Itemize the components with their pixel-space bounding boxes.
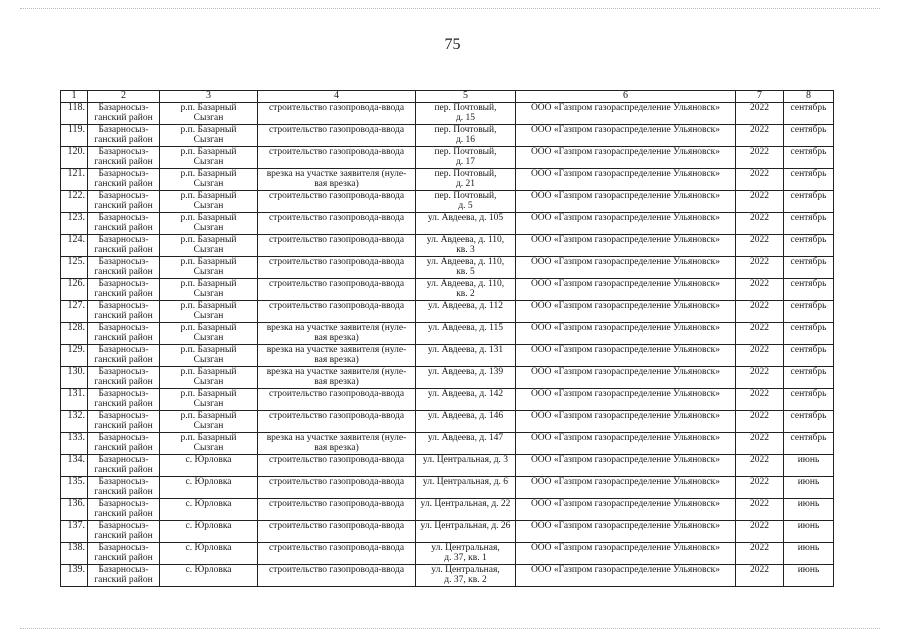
- row-number: 133.: [61, 433, 88, 455]
- page-number: 75: [444, 36, 461, 53]
- year-cell: 2022: [736, 147, 784, 169]
- month-cell: июнь: [784, 565, 834, 587]
- organization-cell: ООО «Газпром газораспределение Ульяновск»: [516, 367, 736, 389]
- district-cell: Базарносыз- ганский район: [88, 455, 160, 477]
- settlement-cell: с. Юрловка: [160, 499, 258, 521]
- table-body: [61, 103, 834, 587]
- settlement-cell: р.п. Базарный Сызган: [160, 411, 258, 433]
- work-type-cell: строительство газопровода-ввода: [258, 565, 416, 587]
- table-row: [61, 433, 834, 455]
- district-cell: Базарносыз- ганский район: [88, 257, 160, 279]
- column-header: 6: [516, 91, 736, 103]
- year-cell: 2022: [736, 565, 784, 587]
- organization-cell: ООО «Газпром газораспределение Ульяновск»: [516, 323, 736, 345]
- month-cell: июнь: [784, 477, 834, 499]
- row-number: 124.: [61, 235, 88, 257]
- table-row: [61, 125, 834, 147]
- work-type-cell: строительство газопровода-ввода: [258, 389, 416, 411]
- year-cell: 2022: [736, 389, 784, 411]
- table-row: [61, 323, 834, 345]
- organization-cell: ООО «Газпром газораспределение Ульяновск»: [516, 125, 736, 147]
- row-number: 125.: [61, 257, 88, 279]
- table-row: [61, 147, 834, 169]
- table-row: [61, 543, 834, 565]
- organization-cell: ООО «Газпром газораспределение Ульяновск»: [516, 477, 736, 499]
- district-cell: Базарносыз- ганский район: [88, 235, 160, 257]
- year-cell: 2022: [736, 213, 784, 235]
- month-cell: сентябрь: [784, 103, 834, 125]
- year-cell: 2022: [736, 433, 784, 455]
- address-cell: ул. Авдеева, д. 105: [416, 213, 516, 235]
- district-cell: Базарносыз- ганский район: [88, 125, 160, 147]
- work-type-cell: строительство газопровода-ввода: [258, 191, 416, 213]
- year-cell: 2022: [736, 411, 784, 433]
- settlement-cell: р.п. Базарный Сызган: [160, 147, 258, 169]
- work-type-cell: врезка на участке заявителя (нуле- вая врезка): [258, 345, 416, 367]
- address-cell: ул. Авдеева, д. 146: [416, 411, 516, 433]
- organization-cell: ООО «Газпром газораспределение Ульяновск»: [516, 279, 736, 301]
- month-cell: сентябрь: [784, 367, 834, 389]
- year-cell: 2022: [736, 103, 784, 125]
- year-cell: 2022: [736, 367, 784, 389]
- organization-cell: ООО «Газпром газораспределение Ульяновск»: [516, 213, 736, 235]
- row-number: 134.: [61, 455, 88, 477]
- registry-table: [60, 90, 834, 587]
- table-row: [61, 411, 834, 433]
- organization-cell: ООО «Газпром газораспределение Ульяновск»: [516, 389, 736, 411]
- row-number: 132.: [61, 411, 88, 433]
- work-type-cell: врезка на участке заявителя (нуле- вая врезка): [258, 367, 416, 389]
- address-cell: ул. Авдеева, д. 110, кв. 3: [416, 235, 516, 257]
- district-cell: Базарносыз- ганский район: [88, 477, 160, 499]
- district-cell: Базарносыз- ганский район: [88, 323, 160, 345]
- address-cell: ул. Авдеева, д. 110, кв. 5: [416, 257, 516, 279]
- address-cell: ул. Центральная, д. 6: [416, 477, 516, 499]
- table-row: [61, 499, 834, 521]
- column-header: 7: [736, 91, 784, 103]
- organization-cell: ООО «Газпром газораспределение Ульяновск»: [516, 103, 736, 125]
- organization-cell: ООО «Газпром газораспределение Ульяновск»: [516, 147, 736, 169]
- year-cell: 2022: [736, 345, 784, 367]
- address-cell: ул. Центральная, д. 22: [416, 499, 516, 521]
- work-type-cell: строительство газопровода-ввода: [258, 301, 416, 323]
- month-cell: июнь: [784, 521, 834, 543]
- row-number: 121.: [61, 169, 88, 191]
- year-cell: 2022: [736, 301, 784, 323]
- year-cell: 2022: [736, 499, 784, 521]
- month-cell: сентябрь: [784, 213, 834, 235]
- work-type-cell: строительство газопровода-ввода: [258, 521, 416, 543]
- address-cell: пер. Почтовый, д. 16: [416, 125, 516, 147]
- table-row: [61, 213, 834, 235]
- settlement-cell: р.п. Базарный Сызган: [160, 433, 258, 455]
- month-cell: июнь: [784, 499, 834, 521]
- district-cell: Базарносыз- ганский район: [88, 103, 160, 125]
- settlement-cell: р.п. Базарный Сызган: [160, 169, 258, 191]
- settlement-cell: р.п. Базарный Сызган: [160, 103, 258, 125]
- settlement-cell: р.п. Базарный Сызган: [160, 279, 258, 301]
- scan-edge-bottom: [20, 628, 880, 630]
- month-cell: сентябрь: [784, 411, 834, 433]
- district-cell: Базарносыз- ганский район: [88, 169, 160, 191]
- month-cell: июнь: [784, 543, 834, 565]
- settlement-cell: р.п. Базарный Сызган: [160, 125, 258, 147]
- settlement-cell: р.п. Базарный Сызган: [160, 235, 258, 257]
- address-cell: ул. Авдеева, д. 139: [416, 367, 516, 389]
- work-type-cell: врезка на участке заявителя (нуле- вая врезка): [258, 433, 416, 455]
- row-number: 126.: [61, 279, 88, 301]
- address-cell: ул. Авдеева, д. 115: [416, 323, 516, 345]
- table-row: [61, 565, 834, 587]
- month-cell: сентябрь: [784, 389, 834, 411]
- year-cell: 2022: [736, 191, 784, 213]
- work-type-cell: строительство газопровода-ввода: [258, 213, 416, 235]
- year-cell: 2022: [736, 125, 784, 147]
- address-cell: ул. Авдеева, д. 110, кв. 2: [416, 279, 516, 301]
- column-header: 3: [160, 91, 258, 103]
- settlement-cell: с. Юрловка: [160, 521, 258, 543]
- settlement-cell: р.п. Базарный Сызган: [160, 191, 258, 213]
- month-cell: сентябрь: [784, 147, 834, 169]
- table-row: [61, 367, 834, 389]
- organization-cell: ООО «Газпром газораспределение Ульяновск»: [516, 411, 736, 433]
- district-cell: Базарносыз- ганский район: [88, 213, 160, 235]
- organization-cell: ООО «Газпром газораспределение Ульяновск»: [516, 169, 736, 191]
- column-header: 4: [258, 91, 416, 103]
- settlement-cell: р.п. Базарный Сызган: [160, 367, 258, 389]
- row-number: 130.: [61, 367, 88, 389]
- table-row: [61, 279, 834, 301]
- row-number: 127.: [61, 301, 88, 323]
- organization-cell: ООО «Газпром газораспределение Ульяновск»: [516, 191, 736, 213]
- address-cell: пер. Почтовый, д. 15: [416, 103, 516, 125]
- district-cell: Базарносыз- ганский район: [88, 367, 160, 389]
- address-cell: пер. Почтовый, д. 5: [416, 191, 516, 213]
- month-cell: сентябрь: [784, 433, 834, 455]
- table-row: [61, 103, 834, 125]
- address-cell: ул. Авдеева, д. 112: [416, 301, 516, 323]
- work-type-cell: строительство газопровода-ввода: [258, 235, 416, 257]
- district-cell: Базарносыз- ганский район: [88, 301, 160, 323]
- district-cell: Базарносыз- ганский район: [88, 433, 160, 455]
- settlement-cell: с. Юрловка: [160, 543, 258, 565]
- organization-cell: ООО «Газпром газораспределение Ульяновск»: [516, 301, 736, 323]
- year-cell: 2022: [736, 235, 784, 257]
- column-header: 5: [416, 91, 516, 103]
- month-cell: сентябрь: [784, 257, 834, 279]
- table-row: [61, 235, 834, 257]
- row-number: 118.: [61, 103, 88, 125]
- month-cell: сентябрь: [784, 169, 834, 191]
- address-cell: ул. Авдеева, д. 142: [416, 389, 516, 411]
- month-cell: сентябрь: [784, 125, 834, 147]
- address-cell: ул. Центральная, д. 37, кв. 1: [416, 543, 516, 565]
- organization-cell: ООО «Газпром газораспределение Ульяновск»: [516, 433, 736, 455]
- row-number: 137.: [61, 521, 88, 543]
- month-cell: сентябрь: [784, 279, 834, 301]
- district-cell: Базарносыз- ганский район: [88, 147, 160, 169]
- district-cell: Базарносыз- ганский район: [88, 543, 160, 565]
- work-type-cell: строительство газопровода-ввода: [258, 279, 416, 301]
- table-row: [61, 301, 834, 323]
- year-cell: 2022: [736, 521, 784, 543]
- organization-cell: ООО «Газпром газораспределение Ульяновск»: [516, 565, 736, 587]
- organization-cell: ООО «Газпром газораспределение Ульяновск»: [516, 543, 736, 565]
- column-header: 2: [88, 91, 160, 103]
- settlement-cell: с. Юрловка: [160, 455, 258, 477]
- district-cell: Базарносыз- ганский район: [88, 345, 160, 367]
- district-cell: Базарносыз- ганский район: [88, 521, 160, 543]
- settlement-cell: р.п. Базарный Сызган: [160, 345, 258, 367]
- table-row: [61, 257, 834, 279]
- year-cell: 2022: [736, 279, 784, 301]
- row-number: 135.: [61, 477, 88, 499]
- row-number: 120.: [61, 147, 88, 169]
- month-cell: сентябрь: [784, 323, 834, 345]
- work-type-cell: врезка на участке заявителя (нуле- вая врезка): [258, 323, 416, 345]
- row-number: 122.: [61, 191, 88, 213]
- address-cell: пер. Почтовый, д. 21: [416, 169, 516, 191]
- month-cell: сентябрь: [784, 345, 834, 367]
- row-number: 123.: [61, 213, 88, 235]
- scan-edge-top: [20, 8, 880, 10]
- row-number: 131.: [61, 389, 88, 411]
- header-row: [61, 91, 834, 103]
- row-number: 128.: [61, 323, 88, 345]
- month-cell: июнь: [784, 455, 834, 477]
- work-type-cell: строительство газопровода-ввода: [258, 125, 416, 147]
- work-type-cell: строительство газопровода-ввода: [258, 499, 416, 521]
- address-cell: ул. Авдеева, д. 147: [416, 433, 516, 455]
- settlement-cell: р.п. Базарный Сызган: [160, 213, 258, 235]
- organization-cell: ООО «Газпром газораспределение Ульяновск»: [516, 455, 736, 477]
- column-header: 1: [61, 91, 88, 103]
- settlement-cell: с. Юрловка: [160, 565, 258, 587]
- settlement-cell: р.п. Базарный Сызган: [160, 301, 258, 323]
- address-cell: ул. Авдеева, д. 131: [416, 345, 516, 367]
- row-number: 129.: [61, 345, 88, 367]
- district-cell: Базарносыз- ганский район: [88, 279, 160, 301]
- settlement-cell: с. Юрловка: [160, 477, 258, 499]
- district-cell: Базарносыз- ганский район: [88, 411, 160, 433]
- month-cell: сентябрь: [784, 301, 834, 323]
- year-cell: 2022: [736, 477, 784, 499]
- table-row: [61, 345, 834, 367]
- row-number: 119.: [61, 125, 88, 147]
- organization-cell: ООО «Газпром газораспределение Ульяновск»: [516, 521, 736, 543]
- table-row: [61, 455, 834, 477]
- address-cell: ул. Центральная, д. 37, кв. 2: [416, 565, 516, 587]
- work-type-cell: строительство газопровода-ввода: [258, 147, 416, 169]
- year-cell: 2022: [736, 543, 784, 565]
- row-number: 139.: [61, 565, 88, 587]
- district-cell: Базарносыз- ганский район: [88, 565, 160, 587]
- work-type-cell: строительство газопровода-ввода: [258, 455, 416, 477]
- work-type-cell: строительство газопровода-ввода: [258, 477, 416, 499]
- district-cell: Базарносыз- ганский район: [88, 389, 160, 411]
- work-type-cell: строительство газопровода-ввода: [258, 103, 416, 125]
- column-header: 8: [784, 91, 834, 103]
- organization-cell: ООО «Газпром газораспределение Ульяновск»: [516, 235, 736, 257]
- table-row: [61, 389, 834, 411]
- settlement-cell: р.п. Базарный Сызган: [160, 389, 258, 411]
- settlement-cell: р.п. Базарный Сызган: [160, 257, 258, 279]
- address-cell: ул. Центральная, д. 26: [416, 521, 516, 543]
- organization-cell: ООО «Газпром газораспределение Ульяновск»: [516, 499, 736, 521]
- month-cell: сентябрь: [784, 235, 834, 257]
- address-cell: пер. Почтовый, д. 17: [416, 147, 516, 169]
- table-row: [61, 477, 834, 499]
- table-row: [61, 521, 834, 543]
- settlement-cell: р.п. Базарный Сызган: [160, 323, 258, 345]
- district-cell: Базарносыз- ганский район: [88, 191, 160, 213]
- row-number: 138.: [61, 543, 88, 565]
- work-type-cell: строительство газопровода-ввода: [258, 411, 416, 433]
- district-cell: Базарносыз- ганский район: [88, 499, 160, 521]
- address-cell: ул. Центральная, д. 3: [416, 455, 516, 477]
- work-type-cell: врезка на участке заявителя (нуле- вая врезка): [258, 169, 416, 191]
- year-cell: 2022: [736, 455, 784, 477]
- table-row: [61, 169, 834, 191]
- year-cell: 2022: [736, 323, 784, 345]
- organization-cell: ООО «Газпром газораспределение Ульяновск»: [516, 257, 736, 279]
- organization-cell: ООО «Газпром газораспределение Ульяновск»: [516, 345, 736, 367]
- month-cell: сентябрь: [784, 191, 834, 213]
- year-cell: 2022: [736, 169, 784, 191]
- year-cell: 2022: [736, 257, 784, 279]
- work-type-cell: строительство газопровода-ввода: [258, 543, 416, 565]
- work-type-cell: строительство газопровода-ввода: [258, 257, 416, 279]
- table-row: [61, 191, 834, 213]
- row-number: 136.: [61, 499, 88, 521]
